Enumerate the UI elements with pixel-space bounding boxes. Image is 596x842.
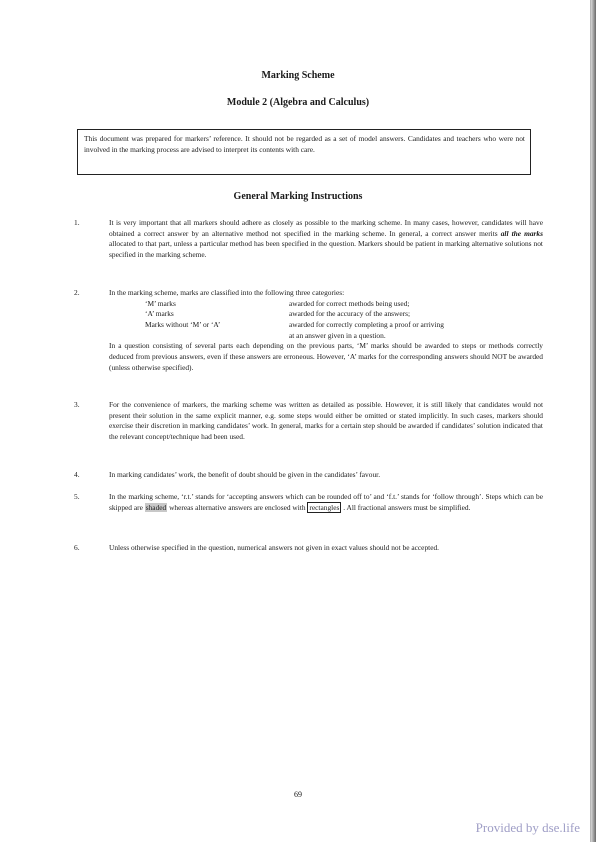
item-number: 2. [74,288,80,297]
page-edge-shadow [591,0,596,842]
item-number: 6. [74,543,80,552]
item-body [109,288,543,374]
document-subtitle: Module 2 (Algebra and Calculus) [226,97,370,108]
category-row: Marks without ‘M’ or ‘A’ awarded for correctly completing a proof or arriving [145,320,444,330]
item-text: In a question consisting of several parts each depending on the previous parts, ‘M’ marks should be awarded to steps or methods correctly deduced from previous answers, even if these answers are erroneous. However, ‘A’ marks for the corresponding answers should NOT be awarded (unless otherwise specified). [109,341,543,372]
item-number: 4. [74,470,80,479]
category-row: ‘A’ marks awarded for the accuracy of the answers; [145,309,411,319]
item-body: It is very important that all markers should adhere as closely as possible to the marking scheme. In many cases, however, candidates will have obtained a correct answer by an alternative method not specified in the marking scheme. In general, a correct answer merits all the marks allocated to that part, unless a particular method has been specified in the question. Markers should be patient in marking alternative solutions not specified in the marking scheme. [109,218,543,260]
item-intro: In the marking scheme, marks are classified into the following three categories: [109,288,345,297]
item-body: For the convenience of markers, the marking scheme was written as detailed as possible. However, it is still likely that candidates would not present their solution in the same explicit manner, e.g. some steps would either be omitted or stated implicitly. In such cases, markers should exercise their discretion in marking candidates’ work. In general, marks for a certain step should be awarded if candidates’ solution indicated that the relevant concept/technique had been used. [109,400,543,442]
item-body: In marking candidates’ work, the benefit of doubt should be given in the candidates’ favour. [109,470,381,479]
item-number: 5. [74,492,80,501]
boxed-example: rectangles [309,502,340,512]
item-number: 1. [74,218,80,227]
shaded-example: shaded [145,502,167,512]
item-number: 3. [74,400,80,409]
disclaimer-box: This document was prepared for markers’ reference. It should not be regarded as a set of model answers. Candidates and teachers who were not involved in the marking process are advised to interpret its contents with care. [77,129,531,175]
footer-link[interactable]: Provided by dse.life [475,820,580,835]
category-row: at an answer given in a question. [289,330,386,340]
section-heading: General Marking Instructions [233,191,363,202]
category-row: ‘M’ marks awarded for correct methods being used; [145,298,410,308]
item-body: In the marking scheme, ‘r.t.’ stands for ‘accepting answers which can be rounded off to’ and ‘f.t.’ stands for ‘follow through’. Steps which can be skipped are shaded whereas alternative answers are enclosed with rectangles . All fractional answers must be simplified. [109,492,543,512]
emphasis-text: all the marks [500,228,543,238]
page-number: 69 [294,790,302,799]
document-title: Marking Scheme [261,70,335,81]
item-body: Unless otherwise specified in the question, numerical answers not given in exact values should not be accepted. [109,543,440,552]
